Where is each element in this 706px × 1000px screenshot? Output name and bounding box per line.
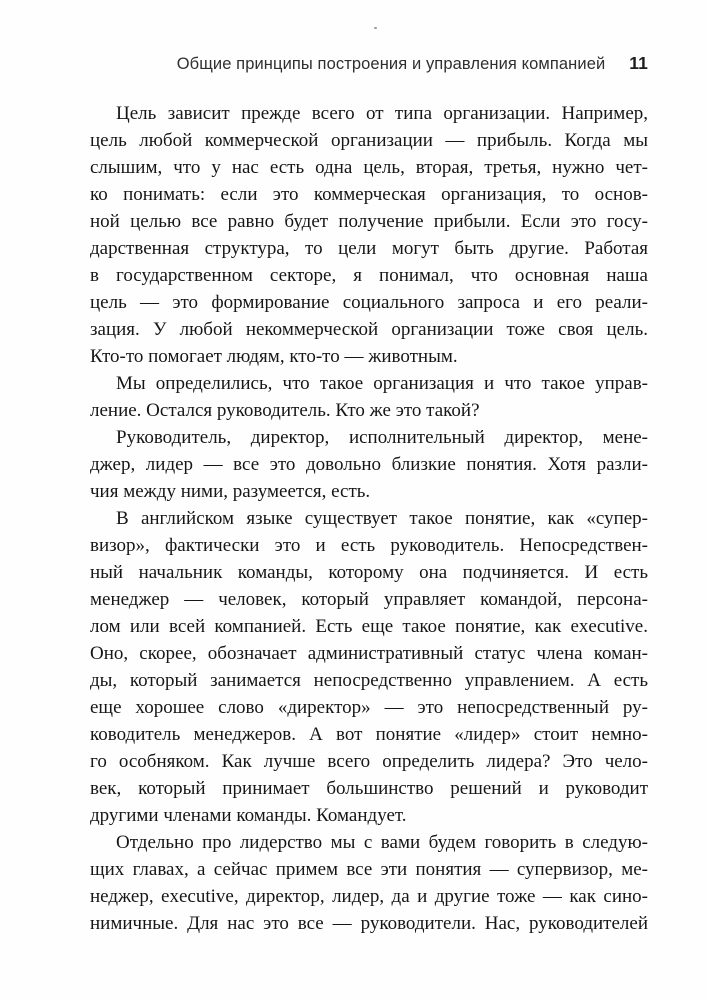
text-line: ление. Остался руководитель. Кто же это такой? xyxy=(90,400,480,421)
text-line: ной целью все равно будет получение прибыли. Если это госу- xyxy=(90,211,648,232)
text-line: лом или всей компанией. Есть еще такое понятие, как executive. xyxy=(90,616,648,637)
page-number: 11 xyxy=(629,53,648,73)
text-line: Руководитель, директор, исполнительный директор, мене- xyxy=(116,427,648,448)
text-line: щих главах, а сейчас примем все эти понятия — супервизор, ме- xyxy=(90,859,648,880)
running-head-title: Общие принципы построения и управления компанией xyxy=(176,55,606,73)
text-line: Цель зависит прежде всего от типа организации. Например, xyxy=(116,103,648,124)
text-line: зация. У любой некоммерческой организации тоже своя цель. xyxy=(90,319,648,340)
text-line: дарственная структура, то цели могут быть другие. Работая xyxy=(90,238,648,259)
text-line: джер, лидер — все это довольно близкие понятия. Хотя разли- xyxy=(90,454,648,475)
text-line: цель любой коммерческой организации — прибыль. Когда мы xyxy=(90,130,648,151)
text-line: в государственном секторе, я понимал, что основная наша xyxy=(90,265,648,286)
text-line: В английском языке существует такое понятие, как «супер- xyxy=(116,508,648,529)
scan-speck xyxy=(374,27,377,29)
text-line: Кто-то помогает людям, кто-то — животным. xyxy=(90,346,458,367)
text-line: чия между ними, разумеется, есть. xyxy=(90,481,371,502)
text-line: Мы определились, что такое организация и что такое управ- xyxy=(116,373,648,394)
text-line: ко понимать: если это коммерческая организация, то основ- xyxy=(90,184,648,205)
text-line: визор», фактически это и есть руководитель. Непосредствен- xyxy=(90,535,648,556)
text-line: го особняком. Как лучше всего определить лидера? Это чело- xyxy=(90,751,648,772)
text-line: слышим, что у нас есть одна цель, вторая, третья, нужно чет- xyxy=(90,157,648,178)
text-line: ды, который занимается непосредственно управлением. А есть xyxy=(90,670,648,691)
text-line: Отдельно про лидерство мы с вами будем говорить в следую- xyxy=(116,832,648,853)
text-line: Оно, скорее, обозначает административный статус члена коман- xyxy=(90,643,648,664)
text-line: другими членами команды. Командует. xyxy=(90,805,407,826)
body-text xyxy=(90,100,648,937)
text-line: цель — это формирование социального запроса и его реали- xyxy=(90,292,648,313)
text-line: неджер, executive, директор, лидер, да и другие тоже — как сино- xyxy=(90,886,648,907)
text-line: нимичные. Для нас это все — руководители. Нас, руководителей xyxy=(90,913,648,934)
text-line: ководитель менеджеров. А вот понятие «лидер» стоит немно- xyxy=(90,724,648,745)
text-line: еще хорошее слово «директор» — это непосредственный ру- xyxy=(90,697,648,718)
running-header xyxy=(90,53,648,74)
text-line: век, который принимает большинство решений и руководит xyxy=(90,778,648,799)
text-line: ный начальник команды, которому она подчиняется. И есть xyxy=(90,562,648,583)
text-line: менеджер — человек, который управляет командой, персона- xyxy=(90,589,648,610)
